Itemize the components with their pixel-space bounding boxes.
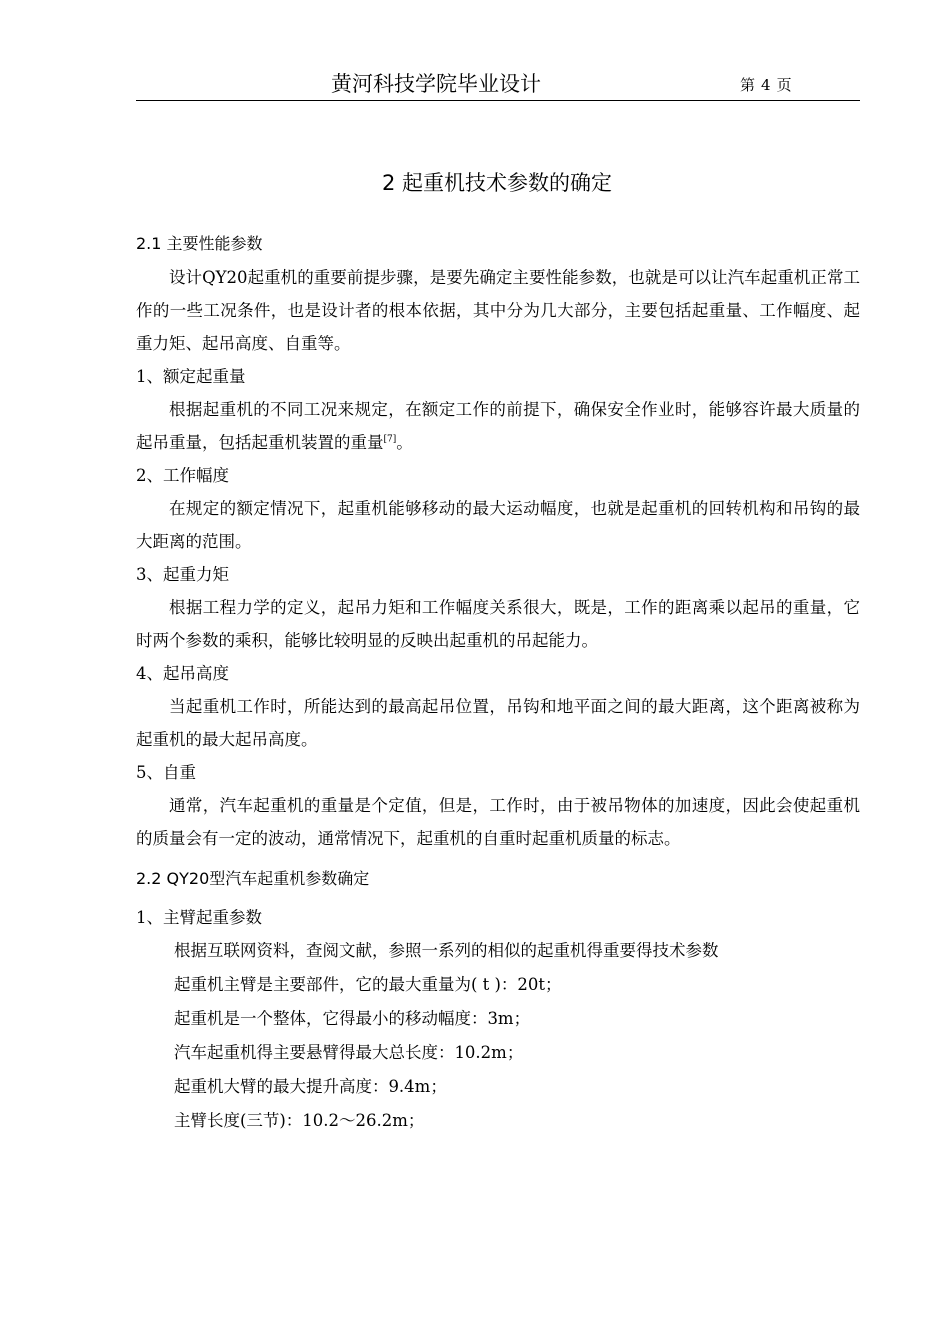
item-title-rated-load: 1、额定起重量 (136, 367, 246, 386)
sub-title-boom-parameters: 1、主臂起重参数 (136, 908, 262, 927)
citation-ref: [7] (383, 434, 397, 445)
item-text-lifting-height: 当起重机工作时，所能达到的最高起吊位置，吊钩和地平面之间的最大距离，这个距离被称为起重机的最大起吊高度。 (136, 697, 860, 749)
item-title-lifting-height: 4、起吊高度 (136, 664, 229, 683)
header-page-number (740, 75, 792, 95)
parameter-line: 汽车起重机得主要悬臂得最大总长度：10.2m； (173, 1043, 524, 1062)
chapter-title: 2 起重机技术参数的确定 (381, 171, 613, 195)
page-prefix: 第 (740, 76, 756, 94)
item-text-load-moment: 根据工程力学的定义，起吊力矩和工作幅度关系很大，既是，工作的距离乘以起吊的重量，它时两个参数的乘积，能够比较明显的反映出起重机的吊起能力。 (136, 598, 860, 650)
page-suffix: 页 (776, 76, 792, 94)
parameter-line: 起重机大臂的最大提升高度：9.4m； (173, 1077, 447, 1096)
parameter-line: 根据互联网资料，查阅文献，参照一系列的相似的起重机得重要得技术参数 (173, 941, 719, 960)
section-heading-2-1: 2.1 主要性能参数 (136, 234, 263, 253)
page-number: 4 (761, 76, 771, 94)
item-text-rated-load-body: 根据起重机的不同工况来规定，在额定工作的前提下，确保安全作业时，能够容许最大质量的起吊重量，包括起重机装置的重量 (136, 400, 860, 452)
parameter-line: 主臂长度(三节)：10.2～26.2m； (173, 1111, 425, 1130)
parameter-line: 起重机主臂是主要部件，它的最大重量为( t )：20t； (173, 975, 562, 994)
section-heading-2-2: 2.2 QY20型汽车起重机参数确定 (136, 869, 370, 888)
item-text-rated-load-tail: 。 (396, 433, 413, 452)
item-text-self-weight: 通常，汽车起重机的重量是个定值，但是，工作时，由于被吊物体的加速度，因此会使起重机的质量会有一定的波动，通常情况下，起重机的自重时起重机质量的标志。 (136, 796, 860, 848)
item-title-working-range: 2、工作幅度 (136, 466, 229, 485)
section-2-1-intro: 设计QY20起重机的重要前提步骤，是要先确定主要性能参数，也就是可以让汽车起重机正常工作的一些工况条件，也是设计者的根本依据，其中分为几大部分，主要包括起重量、工作幅度、起重力矩、起吊高度、自重等。 (136, 268, 860, 353)
header-title: 黄河科技学院毕业设计 (331, 72, 541, 96)
item-title-load-moment: 3、起重力矩 (136, 565, 229, 584)
page-header (136, 70, 860, 101)
document-body (136, 230, 860, 1138)
parameter-line: 起重机是一个整体，它得最小的移动幅度：3m； (173, 1009, 531, 1028)
item-text-working-range: 在规定的额定情况下，起重机能够移动的最大运动幅度，也就是起重机的回转机构和吊钩的最大距离的范围。 (136, 499, 860, 551)
item-text-rated-load (136, 393, 860, 459)
item-title-self-weight: 5、自重 (136, 763, 196, 782)
